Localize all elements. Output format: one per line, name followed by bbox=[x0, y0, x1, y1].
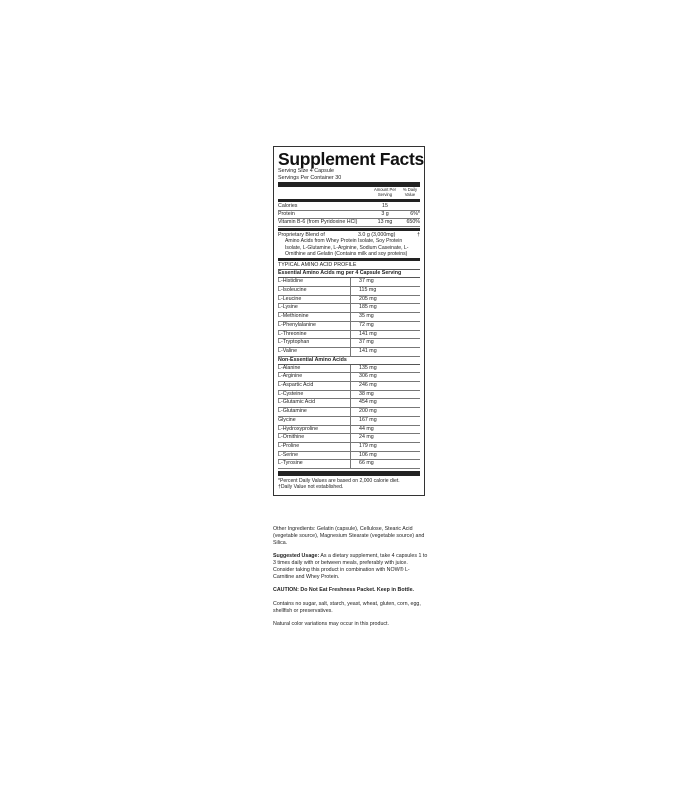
amino-acid-amount: 200 mg bbox=[350, 408, 420, 416]
amino-acid-name: L-Phenylalanine bbox=[278, 321, 316, 328]
footnote-dv-not-established: †Daily Value not established. bbox=[278, 484, 344, 491]
nutrient-amount: 13 mg bbox=[377, 218, 393, 225]
amino-acid-name: L-Proline bbox=[278, 442, 300, 449]
amino-acid-name: L-Tyrosine bbox=[278, 460, 303, 467]
label-text-below bbox=[273, 526, 429, 634]
amino-acid-name: L-Arginine bbox=[278, 373, 303, 380]
amino-acid-name: L-Glutamic Acid bbox=[278, 399, 316, 406]
amino-acid-row bbox=[278, 391, 420, 400]
amino-acid-amount: 115 mg bbox=[350, 287, 420, 295]
amino-acid-name: L-Hydroxyproline bbox=[278, 425, 319, 432]
amino-acid-row bbox=[278, 278, 420, 287]
amino-acid-name: L-Valine bbox=[278, 347, 298, 354]
amino-acid-amount: 141 mg bbox=[350, 331, 420, 339]
amino-acid-amount: 24 mg bbox=[350, 434, 420, 442]
nutrient-dv bbox=[400, 203, 420, 210]
nonessential-heading: Non-Essential Amino Acids bbox=[278, 357, 420, 365]
divider-medium bbox=[278, 258, 420, 261]
amino-acid-row bbox=[278, 348, 420, 357]
amino-acid-row bbox=[278, 331, 420, 340]
amino-profile-heading: TYPICAL AMINO ACID PROFILE bbox=[278, 262, 420, 270]
supplement-facts-panel bbox=[273, 146, 425, 496]
amino-acid-amount: 135 mg bbox=[350, 365, 420, 373]
amino-acid-row bbox=[278, 287, 420, 296]
suggested-usage bbox=[273, 553, 429, 581]
amino-acid-amount: 66 mg bbox=[350, 460, 420, 468]
amino-acid-row bbox=[278, 339, 420, 348]
amino-acid-row bbox=[278, 313, 420, 322]
divider-thick bbox=[278, 471, 420, 476]
amino-acid-row bbox=[278, 304, 420, 313]
amino-acid-name: L-Threonine bbox=[278, 330, 307, 337]
essential-amino-list bbox=[278, 278, 420, 356]
column-headers bbox=[278, 188, 420, 198]
nutrient-dv: 6%* bbox=[410, 210, 420, 217]
amino-acid-amount: 37 mg bbox=[350, 339, 420, 347]
contains-statement: Contains no sugar, salt, starch, yeast, wheat, gluten, corn, egg, shellfish or preservatives. bbox=[273, 600, 421, 614]
amino-acid-name: L-Methionine bbox=[278, 313, 309, 320]
amino-acid-row bbox=[278, 426, 420, 435]
nutrient-row bbox=[278, 219, 420, 227]
natural-color-statement: Natural color variations may occur in this product. bbox=[273, 621, 389, 628]
amino-acid-row bbox=[278, 452, 420, 461]
blend-dv: † bbox=[417, 231, 420, 238]
amino-acid-amount: 141 mg bbox=[350, 348, 420, 356]
nonessential-amino-list bbox=[278, 365, 420, 469]
nutrient-name: Vitamin B-6 (from Pyridoxine HCl) bbox=[278, 218, 358, 225]
amino-acid-name: L-Serine bbox=[278, 451, 299, 458]
nutrient-row bbox=[278, 211, 420, 219]
amino-acid-name: L-Lysine bbox=[278, 304, 298, 311]
usage-label: Suggested Usage: bbox=[273, 553, 320, 560]
amino-acid-row bbox=[278, 460, 420, 469]
amino-acid-row bbox=[278, 382, 420, 391]
amino-acid-row bbox=[278, 434, 420, 443]
blend-name: Proprietary Blend of bbox=[278, 231, 325, 238]
nutrient-dv: 650% bbox=[406, 218, 420, 225]
amino-acid-row bbox=[278, 399, 420, 408]
amino-acid-name: Glycine bbox=[278, 416, 296, 423]
amino-acid-amount: 454 mg bbox=[350, 399, 420, 407]
essential-heading: Essential Amino Acids mg per 4 Capsule Serving bbox=[278, 270, 420, 278]
blend-description: Amino Acids from Whey Protein Isolate, Soy Protein Isolate, L-Glutamine, L-Arginine, Sodium Caseinate, L-Ornithine and Gelatin (Contains milk and soy proteins) bbox=[285, 238, 409, 257]
amino-acid-name: L-Leucine bbox=[278, 295, 302, 302]
nutrient-amount: 15 bbox=[382, 202, 388, 209]
amino-acid-amount: 37 mg bbox=[350, 278, 420, 286]
amino-acid-name: L-Isoleucine bbox=[278, 287, 307, 294]
amino-acid-amount: 106 mg bbox=[350, 452, 420, 460]
divider-medium bbox=[278, 199, 420, 202]
amino-acid-amount: 185 mg bbox=[350, 304, 420, 312]
blend-amount: 3.0 g (3,000mg) bbox=[358, 231, 396, 238]
amount-per-serving-header: Amount Per Serving bbox=[373, 187, 397, 197]
amino-acid-name: L-Tryptophan bbox=[278, 339, 310, 346]
serving-size: Serving Size 4 Capsule bbox=[278, 168, 335, 174]
other-ingredients: Other Ingredients: Gelatin (capsule), Cellulose, Stearic Acid (vegetable source), Magnesium Stearate (vegetable source) and Silica. bbox=[273, 526, 425, 546]
amino-acid-row bbox=[278, 417, 420, 426]
amino-acid-name: L-Histidine bbox=[278, 278, 304, 285]
amino-acid-name: L-Aspartic Acid bbox=[278, 382, 314, 389]
amino-acid-amount: 205 mg bbox=[350, 296, 420, 304]
amino-acid-amount: 306 mg bbox=[350, 373, 420, 381]
amino-acid-name: L-Glutamine bbox=[278, 408, 307, 415]
amino-acid-name: L-Cysteine bbox=[278, 390, 304, 397]
daily-value-header: % Daily Value bbox=[402, 187, 418, 197]
proprietary-blend-row bbox=[278, 232, 420, 239]
amino-acid-amount: 179 mg bbox=[350, 443, 420, 451]
amino-acid-row bbox=[278, 443, 420, 452]
amino-acid-row bbox=[278, 373, 420, 382]
servings-per-container: Servings Per Container 30 bbox=[278, 174, 342, 181]
divider-medium bbox=[278, 228, 420, 231]
amino-acid-amount: 167 mg bbox=[350, 417, 420, 425]
usage-text: As a dietary supplement, take 4 capsules 1 to 3 times daily with or between meals, preferably with juice. Consider taking this product in combination with NOW® L-Carnitine and Whey Protein. bbox=[273, 553, 428, 580]
nutrient-amount: 3 g bbox=[381, 210, 389, 217]
nutrient-name: Protein bbox=[278, 210, 295, 217]
nutrient-list bbox=[278, 203, 420, 227]
amino-acid-amount: 72 mg bbox=[350, 322, 420, 330]
nutrient-row bbox=[278, 203, 420, 211]
amino-acid-row bbox=[278, 296, 420, 305]
amino-acid-row bbox=[278, 322, 420, 331]
amino-acid-row bbox=[278, 408, 420, 417]
amino-acid-name: L-Alanine bbox=[278, 364, 301, 371]
footnote-percent-dv: *Percent Daily Values are based on 2,000 calorie diet. bbox=[278, 478, 400, 485]
amino-acid-amount: 38 mg bbox=[350, 391, 420, 399]
amino-acid-amount: 35 mg bbox=[350, 313, 420, 321]
amino-acid-amount: 246 mg bbox=[350, 382, 420, 390]
panel-title: Supplement Facts bbox=[278, 149, 424, 169]
caution-text: CAUTION: Do Not Eat Freshness Packet. Keep in Bottle. bbox=[273, 587, 414, 594]
amino-acid-name: L-Ornithine bbox=[278, 434, 305, 441]
divider-thick bbox=[278, 182, 420, 187]
nutrient-name: Calories bbox=[278, 202, 298, 209]
amino-acid-row bbox=[278, 365, 420, 374]
amino-acid-amount: 44 mg bbox=[350, 426, 420, 434]
